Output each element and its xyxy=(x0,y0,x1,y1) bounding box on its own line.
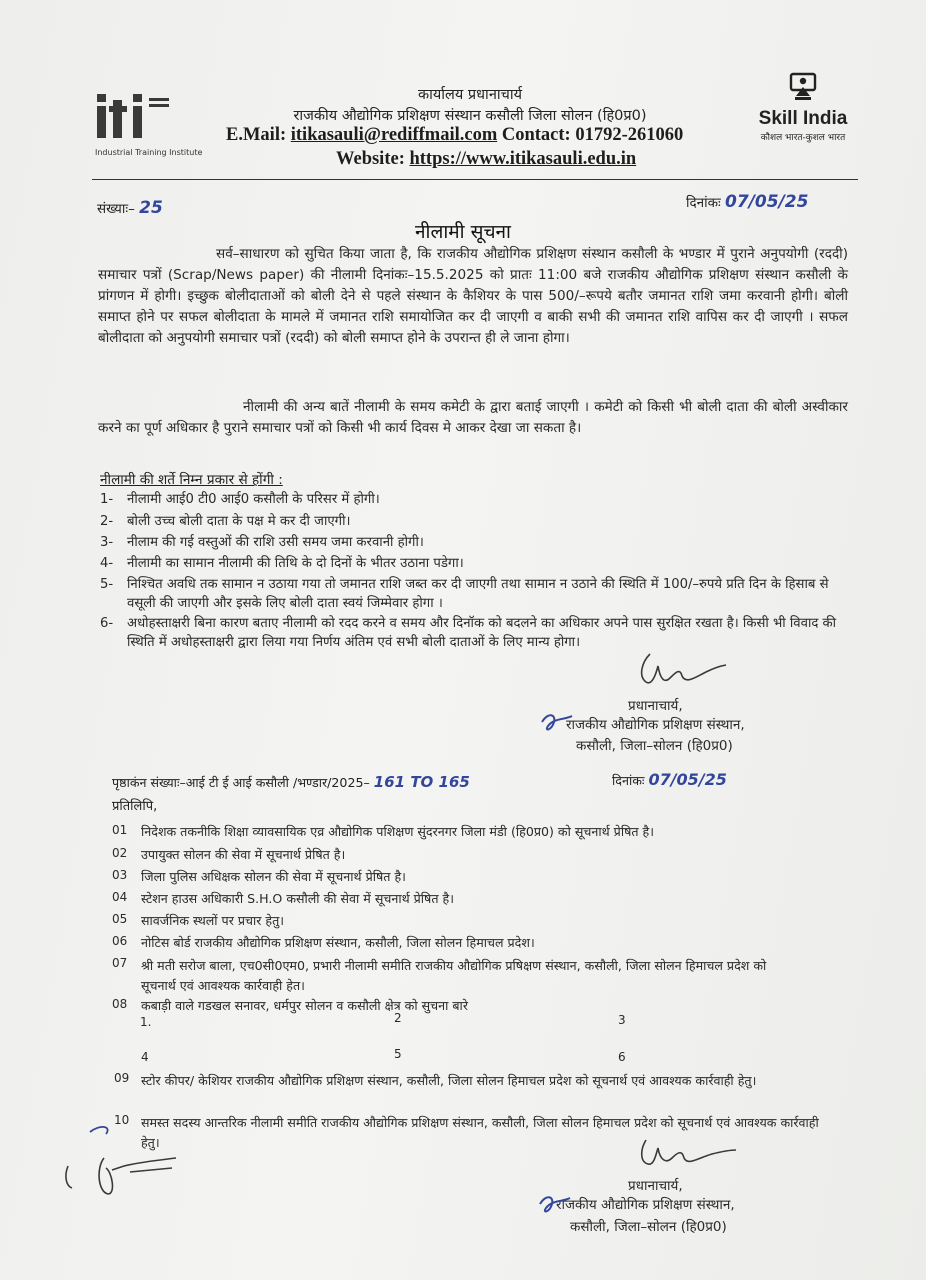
signature-1-institute: राजकीय औद्योगिक प्रशिक्षण संस्थान, xyxy=(566,717,745,733)
condition-item xyxy=(100,614,113,633)
endorsement-reference-value: 161 TO 165 xyxy=(373,773,470,791)
copy-item-text: स्टोर कीपर/ केशियर राजकीय औद्योगिक प्रशिक्षण संस्थान, कसौली, जिला सोलन हिमाचल प्रदेश को सूचनार्थ एवं आवश्यक कार्रवाही हेतु। xyxy=(141,1073,757,1088)
iti-logo xyxy=(95,92,205,158)
copy-item-num: 07 xyxy=(112,956,128,970)
blank-slot-label: 3 xyxy=(618,1013,626,1027)
condition-item xyxy=(100,512,113,531)
copy-item-num: 01 xyxy=(112,823,128,837)
website-label: Website: xyxy=(336,149,405,169)
endorsement-date-value: 07/05/25 xyxy=(648,770,727,789)
body-paragraph-2: नीलामी की अन्य बातें नीलामी के समय कमेटी के द्वारा बताई जाएगी । कमेटी को किसी भी बोली दाता की बोली अस्वीकार करने का पूर्ण अधिकार है पुराने समाचार पत्रों को किसी भी कार्य दिवस मे आकर देखा जा सकता है। xyxy=(98,399,848,436)
blank-slot-label: 2 xyxy=(394,1011,402,1025)
website-line xyxy=(336,149,736,170)
notice-date-value: 07/05/25 xyxy=(725,192,809,212)
copy-item-text: नोटिस बोर्ड राजकीय औद्योगिक प्रशिक्षण संस्थान, कसौली, जिला सोलन हिमाचल प्रदेश। xyxy=(141,935,535,950)
pen-scribble-icon xyxy=(60,1110,210,1200)
pen-initial-mark-2-icon xyxy=(536,1190,576,1220)
reference-number xyxy=(97,198,163,218)
condition-num: 6- xyxy=(100,616,114,631)
skill-india-emblem-icon xyxy=(786,70,820,104)
principal-signature-1-icon xyxy=(620,648,730,696)
blank-slot-label: 4 xyxy=(141,1050,149,1064)
skill-india-name: Skill India xyxy=(758,108,848,129)
copy-item-num: 08 xyxy=(112,997,128,1011)
pen-initial-mark-icon xyxy=(538,708,578,738)
principal-signature-2-icon xyxy=(620,1132,740,1176)
contact-line xyxy=(226,125,726,146)
conditions-heading: नीलामी की शर्ते निम्न प्रकार से होंगी : xyxy=(100,472,283,488)
condition-num: 2- xyxy=(100,514,114,529)
email-link[interactable]: itikasauli@rediffmail.com xyxy=(290,125,498,145)
iti-logo-icon xyxy=(95,92,175,140)
blank-slot-label: 5 xyxy=(394,1047,402,1061)
condition-item xyxy=(100,554,113,573)
copy-item-text: जिला पुलिस अधिक्षक सोलन की सेवा में सूचनार्थ प्रेषित है। xyxy=(141,869,406,884)
condition-item xyxy=(100,490,113,509)
skill-india-logo xyxy=(748,70,858,143)
signature-1-location: कसौली, जिला–सोलन (हि0प्र0) xyxy=(576,738,733,754)
copy-item-text: स्टेशन हाउस अधिकारी S.H.O कसौली की सेवा में सूचनार्थ प्रेषित है। xyxy=(141,891,454,906)
website-link[interactable]: https://www.itikasauli.edu.in xyxy=(409,149,637,169)
iti-logo-caption: Industrial Training Institute xyxy=(95,148,203,157)
copy-item-text: उपायुक्त सोलन की सेवा में सूचनार्थ प्रेषित है। xyxy=(141,847,346,862)
condition-text: नीलामी का सामान नीलामी की तिथि के दो दिनों के भीतर उठाना पडेगा। xyxy=(127,556,464,571)
reference-number-value: 25 xyxy=(139,198,163,218)
condition-num: 4- xyxy=(100,556,114,571)
endorsement-reference-label: पृष्ठाकंन संख्याः–आई टी ई आई कसौली /भण्डार/2025– xyxy=(112,775,370,790)
condition-text: नीलाम की गई वस्तुओं की राशि उसी समय जमा करवानी होगी। xyxy=(127,535,424,550)
endorsement-reference xyxy=(112,773,470,791)
copy-item-num: 02 xyxy=(112,846,128,860)
copy-item-num: 09 xyxy=(114,1071,130,1085)
signature-2-designation: प्रधानाचार्य, xyxy=(628,1178,683,1194)
contact-number: 01792-261060 xyxy=(575,125,684,145)
signature-1-designation: प्रधानाचार्य, xyxy=(628,698,683,714)
condition-item xyxy=(100,575,113,594)
copy-heading: प्रतिलिपि, xyxy=(112,799,158,814)
contact-label: Contact: xyxy=(501,125,571,145)
notice-title: नीलामी सूचना xyxy=(415,221,511,243)
blank-slot-label: 6 xyxy=(618,1050,626,1064)
condition-num: 3- xyxy=(100,535,114,550)
condition-num: 1- xyxy=(100,492,114,507)
condition-text: नीलामी आई0 टी0 आई0 कसौली के परिसर में होगी। xyxy=(127,492,380,507)
condition-item xyxy=(100,533,113,552)
notice-date xyxy=(686,192,808,212)
skill-india-tagline: कौशल भारत-कुशल भारत xyxy=(760,133,846,143)
email-label: E.Mail: xyxy=(226,125,287,145)
copy-item-text: समस्त सदस्य आन्तरिक नीलामी समीति राजकीय औद्योगिक प्रशिक्षण संस्थान, कसौली, जिला सोलन हिमाचल प्रदेश को सूचनार्थ एवं आवश्यक कार्रवाही हेतु। xyxy=(141,1115,819,1150)
copy-item-text: निदेशक तकनीकि शिक्षा व्यावसायिक एव्र औद्योगिक पशिक्षण सुंदरनगर जिला मंडी (हि0प्र0) को सूचनार्थ प्रेषित है। xyxy=(141,824,655,839)
copy-item-text: कबाड़ी वाले गडखल सनावर, धर्मपुर सोलन व कसौली क्षेत्र को सुचना बारे xyxy=(141,998,468,1013)
header-divider xyxy=(92,179,858,180)
copy-item-text: श्री मती सरोज बाला, एच0सी0एम0, प्रभारी नीलामी समीति राजकीय औद्योगिक प्रषिक्षण संस्थान, कसौली, जिला सोलन हिमाचल प्रदेश को सूचनार्थ एवं आवश्यक कार्रवाही हेत। xyxy=(141,958,767,993)
signature-2-location: कसौली, जिला–सोलन (हि0प्र0) xyxy=(570,1219,727,1235)
condition-text: अधोहस्ताक्षरी बिना कारण बताए नीलामी को रदद करने व समय और दिनॉक को बदलने का अधिकार अपने पास सुरक्षित रखता है। किसी भी विवाद की स्थिति में अधोहस्ताक्षरी द्वारा लिया गया निर्णय अंतिम एवं सभी बोली दाताओं के लिए मान्य होगा। xyxy=(127,616,837,650)
office-line-2: राजकीय औद्योगिक प्रशिक्षण संस्थान कसौली जिला सोलन (हि0प्र0) xyxy=(293,108,647,124)
signature-2-institute: राजकीय औद्योगिक प्रशिक्षण संस्थान, xyxy=(556,1197,735,1213)
notice-date-label: दिनांकः xyxy=(686,195,721,211)
endorsement-date xyxy=(612,770,727,789)
endorsement-date-label: दिनांकः xyxy=(612,773,645,788)
blank-slot-label: 1. xyxy=(140,1015,152,1029)
condition-text: बोली उच्च बोली दाता के पक्ष मे कर दी जाएगी। xyxy=(127,514,351,529)
office-line-1: कार्यालय प्रधानाचार्य xyxy=(417,87,522,103)
copy-item-num: 04 xyxy=(112,890,128,904)
reference-number-label: संख्याः– xyxy=(97,201,135,217)
copy-item-num: 10 xyxy=(114,1113,130,1127)
condition-num: 5- xyxy=(100,577,114,592)
copy-item-num: 03 xyxy=(112,868,128,882)
body-paragraph-1: सर्व–साधारण को सुचित किया जाता है, कि राजकीय औद्योगिक प्रशिक्षण संस्थान कसौली के भण्डार में पुराने अनुपयोगी (रददी) समाचार पत्रों (Scrap/News paper) की नीलामी दिनांकः–15.5.2025 को प्रातः 11:00 बजे राजकीय औद्योगिक प्रशिक्षण संस्थान कसौली के प्रांगणन में होगी। इच्छुक बोलीदाताओं को बोली देने से पहले संस्थान के कैशियर के पास 500/–रूपये बतौर जमानत राशि जमा करवानी होगी। बोली समाप्त होने पर सफल बोलीदाता के मामले में जमानत राशि समायोजित कर दी जाएगी व बाकी सभी की जमानत राशि वापिस कर दी जाएगी । सफल बोलीदाता को अनुपयोगी समाचार पत्रों (रददी) को बोली समाप्त होने के उपरान्त ही ले जाना होगा। xyxy=(98,246,848,346)
copy-item-num: 05 xyxy=(112,912,128,926)
condition-text: निश्चित अवधि तक सामान न उठाया गया तो जमानत राशि जब्त कर दी जाएगी तथा सामान न उठाने की स्थिति में 100/–रुपये प्रति दिन के हिसाब से वसूली की जाएगी और इसके लिए बोली दाता स्वयं जिम्मेवार होगा । xyxy=(127,577,829,611)
copy-item-num: 06 xyxy=(112,934,128,948)
copy-item-text: सावर्जनिक स्थलों पर प्रचार हेतु। xyxy=(141,913,285,928)
